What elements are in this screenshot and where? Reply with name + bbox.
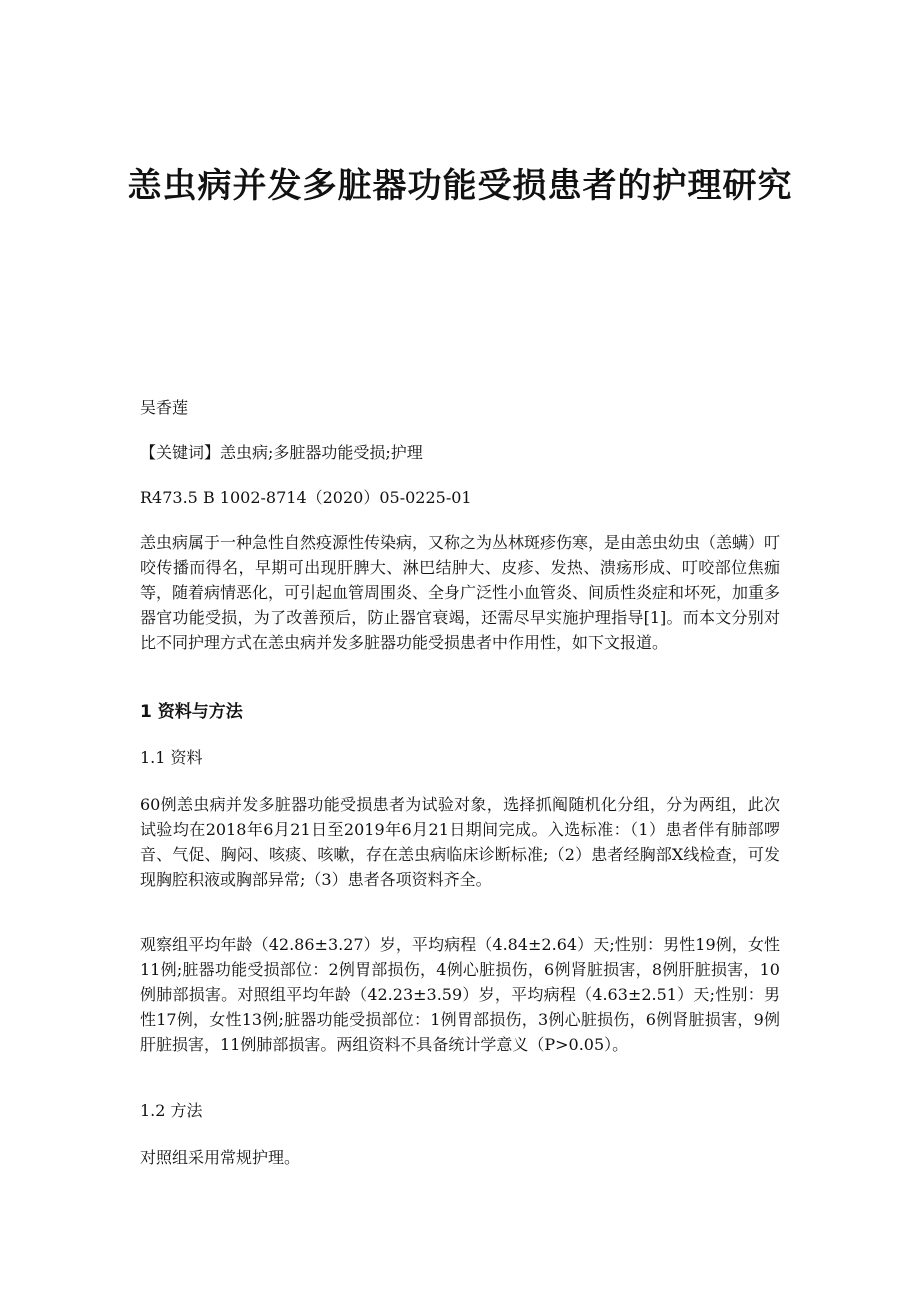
subsection-heading-1-1: 1.1 资料 (140, 748, 203, 767)
author-name: 吴香莲 (140, 398, 189, 417)
subsection-heading-1-2: 1.2 方法 (140, 1101, 203, 1120)
intro-paragraph: 恙虫病属于一种急性自然疫源性传染病，又称之为丛林斑疹伤寒，是由恙虫幼虫（恙螨）叮咬传播而得名，早期可出现肝脾大、淋巴结肿大、皮疹、发热、溃疡形成、叮咬部位焦痂等，随着病情恶化，可引起血管周围炎、全身广泛性小血管炎、间质性炎症和坏死，加重多器官功能受损，为了改善预后，防止器官衰竭，还需尽早实施护理指导[1]。而本文分别对比不同护理方式在恙虫病并发多脏器功能受损患者中作用性，如下文报道。 (140, 533, 781, 652)
section-heading-1: 1 资料与方法 (140, 702, 243, 722)
classification-code: R473.5 B 1002-8714（2020）05-0225-01 (140, 488, 472, 507)
materials-paragraph-1: 60例恙虫病并发多脏器功能受损患者为试验对象，选择抓阄随机化分组，分为两组，此次试验均在2018年6月21日至2019年6月21日期间完成。入选标准：（1）患者伴有肺部啰音、气促、胸闷、咳痰、咳嗽，存在恙虫病临床诊断标准;（2）患者经胸部X线检查，可发现胸腔积液或胸部异常;（3）患者各项资料齐全。 (140, 795, 780, 889)
keywords: 【关键词】恙虫病;多脏器功能受损;护理 (140, 443, 423, 462)
method-paragraph-1: 对照组采用常规护理。 (140, 1148, 301, 1167)
materials-paragraph-2: 观察组平均年龄（42.86±3.27）岁，平均病程（4.84±2.64）天;性别：男性19例，女性11例;脏器功能受损部位：2例胃部损伤，4例心脏损伤，6例肾脏损害，8例肝脏损害，10例肺部损害。对照组平均年龄（42.23±3.59）岁，平均病程（4.63±2.51）天;性别：男性17例，女性13例;脏器功能受损部位：1例胃部损伤，3例心脏损伤，6例肾脏损害，9例肝脏损害，11例肺部损害。两组资料不具备统计学意义（P>0.05）。 (140, 935, 780, 1054)
article-title: 恙虫病并发多脏器功能受损患者的护理研究 (127, 166, 793, 206)
